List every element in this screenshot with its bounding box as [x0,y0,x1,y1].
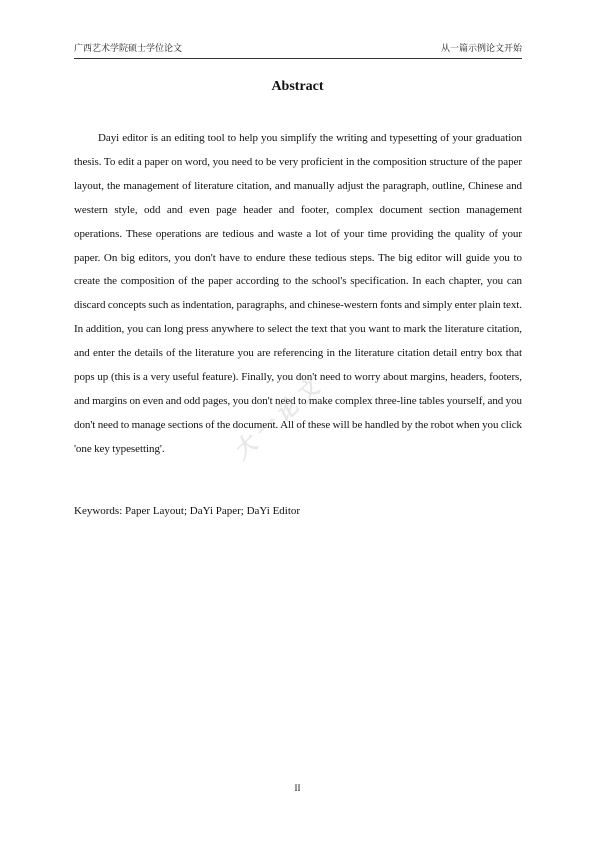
keywords-line: Keywords: Paper Layout; DaYi Paper; DaYi Editor [74,505,301,517]
page-number: II [294,783,301,793]
abstract-paragraph: Dayi editor is an editing tool to help you simplify the writing and typesetting of your graduation thesis. To edit a paper on word, you need to be very proficient in the composition structure of the paper layout, the management of literature citation, and manually adjust the paragraph, outline, Chinese and western style, odd and even page header and footer, complex document section management operations. These operations are tedious and waste a lot of your time providing the quality of your paper. On big editors, you don't have to endure these tedious steps. The big editor will guide you to create the composition of the paper according to the school's specification. In each chapter, you can discard concepts such as indentation, paragraphs, and chinese-western fonts and simply enter plain text. In addition, you can long press anywhere to select the text that you want to mark the literature citation, and enter the details of the literature you are referencing in the literature citation detail entry box that pops up (this is a very useful feature). Finally, you don't need to worry about margins, headers, footers, and margins on even and odd pages, you don't need to make complex three-line tables yourself, and you don't need to manage sections of the document. All of these will be handled by the robot when you click 'one key typesetting'. [74,132,522,455]
running-header-left: 广西艺术学院硕士学位论文 [74,44,183,54]
running-header-right: 从一篇示例论文开始 [440,44,522,54]
header-divider [74,58,522,59]
watermark-stamp: 大一论文 [228,370,330,465]
abstract-title: Abstract [271,79,324,94]
